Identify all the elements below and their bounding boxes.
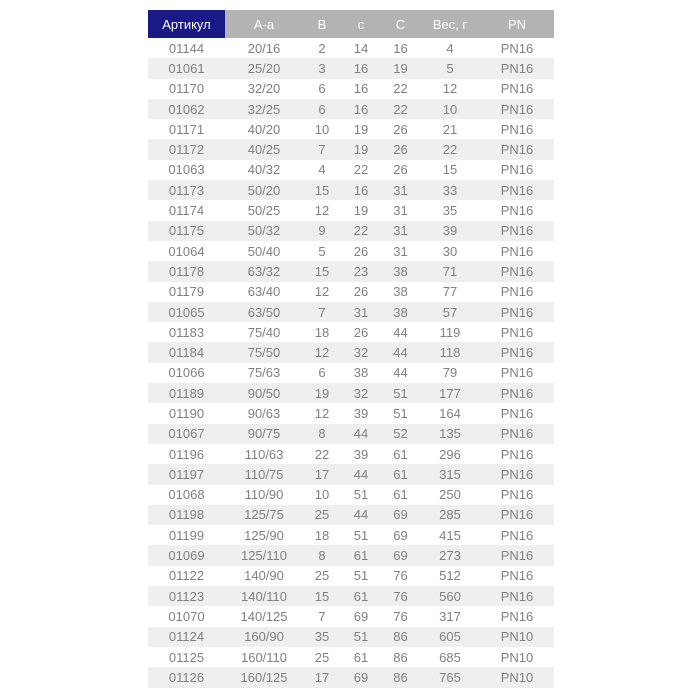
cell-artikul: 01122: [148, 566, 225, 586]
table-row: [148, 261, 554, 281]
cell-pn: PN16: [480, 363, 554, 383]
cell-artikul: 01125: [148, 647, 225, 667]
table-row: [148, 667, 554, 687]
cell-c-upper: 69: [381, 525, 420, 545]
cell-b-upper: 35: [303, 627, 341, 647]
cell-c-upper: 22: [381, 99, 420, 119]
cell-artikul: 01183: [148, 322, 225, 342]
cell-b-upper: 25: [303, 566, 341, 586]
cell-pn: PN16: [480, 485, 554, 505]
cell-weight-g: 57: [420, 302, 480, 322]
cell-weight-g: 12: [420, 79, 480, 99]
cell-c-upper: 38: [381, 302, 420, 322]
table-row: [148, 363, 554, 383]
cell-c-upper: 86: [381, 647, 420, 667]
cell-pn: PN16: [480, 586, 554, 606]
table-row: [148, 505, 554, 525]
cell-a-a: 25/20: [225, 58, 303, 78]
cell-weight-g: 33: [420, 180, 480, 200]
table-row: [148, 545, 554, 565]
cell-b-upper: 7: [303, 139, 341, 159]
cell-weight-g: 512: [420, 566, 480, 586]
cell-weight-g: 5: [420, 58, 480, 78]
table-row: [148, 606, 554, 626]
cell-pn: PN16: [480, 79, 554, 99]
cell-a-a: 125/75: [225, 505, 303, 525]
cell-a-a: 63/40: [225, 282, 303, 302]
table-row: [148, 139, 554, 159]
spec-table-container: [148, 10, 554, 688]
cell-pn: PN16: [480, 383, 554, 403]
cell-c-lower: 26: [341, 241, 381, 261]
cell-b-upper: 4: [303, 160, 341, 180]
table-row: [148, 79, 554, 99]
cell-c-upper: 69: [381, 505, 420, 525]
cell-c-upper: 44: [381, 363, 420, 383]
cell-b-upper: 10: [303, 119, 341, 139]
cell-pn: PN16: [480, 566, 554, 586]
cell-pn: PN16: [480, 241, 554, 261]
cell-b-upper: 18: [303, 322, 341, 342]
cell-weight-g: 118: [420, 342, 480, 362]
cell-c-lower: 19: [341, 200, 381, 220]
cell-c-upper: 31: [381, 241, 420, 261]
table-row: [148, 566, 554, 586]
table-row: [148, 160, 554, 180]
cell-weight-g: 296: [420, 444, 480, 464]
cell-b-upper: 15: [303, 261, 341, 281]
cell-artikul: 01123: [148, 586, 225, 606]
cell-pn: PN16: [480, 261, 554, 281]
column-header-weight-g: Вес, г: [420, 10, 480, 38]
cell-a-a: 90/75: [225, 424, 303, 444]
cell-weight-g: 560: [420, 586, 480, 606]
cell-pn: PN16: [480, 464, 554, 484]
cell-weight-g: 30: [420, 241, 480, 261]
cell-c-lower: 16: [341, 79, 381, 99]
cell-b-upper: 12: [303, 200, 341, 220]
cell-weight-g: 317: [420, 606, 480, 626]
table-row: [148, 485, 554, 505]
cell-artikul: 01179: [148, 282, 225, 302]
cell-b-upper: 10: [303, 485, 341, 505]
cell-artikul: 01197: [148, 464, 225, 484]
cell-pn: PN16: [480, 119, 554, 139]
cell-artikul: 01069: [148, 545, 225, 565]
cell-b-upper: 17: [303, 667, 341, 687]
table-row: [148, 464, 554, 484]
cell-b-upper: 2: [303, 38, 341, 58]
cell-weight-g: 415: [420, 525, 480, 545]
cell-c-lower: 16: [341, 99, 381, 119]
cell-a-a: 140/125: [225, 606, 303, 626]
table-row: [148, 322, 554, 342]
cell-c-upper: 26: [381, 160, 420, 180]
cell-c-lower: 32: [341, 383, 381, 403]
column-header-c-lower: с: [341, 10, 381, 38]
cell-a-a: 32/20: [225, 79, 303, 99]
table-row: [148, 180, 554, 200]
cell-artikul: 01178: [148, 261, 225, 281]
cell-c-lower: 61: [341, 586, 381, 606]
cell-artikul: 01064: [148, 241, 225, 261]
cell-b-upper: 15: [303, 586, 341, 606]
cell-artikul: 01062: [148, 99, 225, 119]
cell-weight-g: 250: [420, 485, 480, 505]
cell-c-lower: 14: [341, 38, 381, 58]
table-row: [148, 627, 554, 647]
cell-c-upper: 61: [381, 464, 420, 484]
cell-a-a: 160/125: [225, 667, 303, 687]
cell-artikul: 01067: [148, 424, 225, 444]
table-row: [148, 282, 554, 302]
cell-c-lower: 19: [341, 139, 381, 159]
table-row: [148, 525, 554, 545]
cell-artikul: 01124: [148, 627, 225, 647]
cell-a-a: 50/25: [225, 200, 303, 220]
cell-pn: PN16: [480, 99, 554, 119]
column-header-artikul: Артикул: [148, 10, 225, 38]
cell-b-upper: 8: [303, 424, 341, 444]
cell-artikul: 01173: [148, 180, 225, 200]
cell-c-upper: 76: [381, 606, 420, 626]
cell-a-a: 75/40: [225, 322, 303, 342]
cell-c-upper: 16: [381, 38, 420, 58]
cell-a-a: 110/63: [225, 444, 303, 464]
cell-weight-g: 4: [420, 38, 480, 58]
cell-weight-g: 79: [420, 363, 480, 383]
cell-weight-g: 15: [420, 160, 480, 180]
cell-c-upper: 22: [381, 79, 420, 99]
cell-a-a: 160/110: [225, 647, 303, 667]
table-row: [148, 99, 554, 119]
cell-a-a: 90/50: [225, 383, 303, 403]
cell-a-a: 160/90: [225, 627, 303, 647]
cell-c-upper: 26: [381, 119, 420, 139]
cell-c-upper: 52: [381, 424, 420, 444]
cell-c-upper: 51: [381, 383, 420, 403]
cell-artikul: 01184: [148, 342, 225, 362]
cell-c-lower: 39: [341, 444, 381, 464]
cell-b-upper: 6: [303, 99, 341, 119]
cell-a-a: 125/90: [225, 525, 303, 545]
cell-c-upper: 76: [381, 566, 420, 586]
cell-a-a: 75/50: [225, 342, 303, 362]
table-row: [148, 647, 554, 667]
table-row: [148, 241, 554, 261]
cell-a-a: 50/40: [225, 241, 303, 261]
cell-a-a: 40/20: [225, 119, 303, 139]
cell-weight-g: 135: [420, 424, 480, 444]
table-row: [148, 424, 554, 444]
cell-pn: PN16: [480, 38, 554, 58]
cell-weight-g: 77: [420, 282, 480, 302]
cell-c-lower: 51: [341, 525, 381, 545]
cell-artikul: 01066: [148, 363, 225, 383]
cell-artikul: 01068: [148, 485, 225, 505]
cell-c-lower: 16: [341, 180, 381, 200]
cell-artikul: 01126: [148, 667, 225, 687]
cell-b-upper: 25: [303, 505, 341, 525]
cell-pn: PN16: [480, 525, 554, 545]
cell-artikul: 01189: [148, 383, 225, 403]
cell-b-upper: 7: [303, 606, 341, 626]
cell-c-upper: 19: [381, 58, 420, 78]
cell-c-lower: 23: [341, 261, 381, 281]
cell-weight-g: 285: [420, 505, 480, 525]
cell-b-upper: 22: [303, 444, 341, 464]
cell-c-lower: 39: [341, 403, 381, 423]
cell-weight-g: 164: [420, 403, 480, 423]
cell-weight-g: 177: [420, 383, 480, 403]
cell-b-upper: 8: [303, 545, 341, 565]
cell-b-upper: 3: [303, 58, 341, 78]
cell-c-upper: 69: [381, 545, 420, 565]
table-row: [148, 221, 554, 241]
cell-b-upper: 12: [303, 403, 341, 423]
cell-weight-g: 22: [420, 139, 480, 159]
cell-a-a: 50/32: [225, 221, 303, 241]
cell-a-a: 32/25: [225, 99, 303, 119]
cell-weight-g: 315: [420, 464, 480, 484]
cell-a-a: 40/25: [225, 139, 303, 159]
cell-a-a: 63/50: [225, 302, 303, 322]
cell-c-lower: 19: [341, 119, 381, 139]
cell-c-lower: 32: [341, 342, 381, 362]
cell-artikul: 01199: [148, 525, 225, 545]
table-row: [148, 58, 554, 78]
cell-c-lower: 31: [341, 302, 381, 322]
table-row: [148, 119, 554, 139]
column-header-pn: PN: [480, 10, 554, 38]
cell-pn: PN16: [480, 200, 554, 220]
table-row: [148, 586, 554, 606]
cell-c-lower: 69: [341, 606, 381, 626]
cell-pn: PN16: [480, 139, 554, 159]
cell-c-upper: 61: [381, 444, 420, 464]
cell-artikul: 01170: [148, 79, 225, 99]
table-row: [148, 302, 554, 322]
cell-c-lower: 22: [341, 221, 381, 241]
cell-a-a: 125/110: [225, 545, 303, 565]
cell-c-lower: 51: [341, 566, 381, 586]
cell-c-lower: 38: [341, 363, 381, 383]
cell-a-a: 90/63: [225, 403, 303, 423]
cell-c-upper: 76: [381, 586, 420, 606]
cell-b-upper: 9: [303, 221, 341, 241]
cell-pn: PN16: [480, 505, 554, 525]
cell-c-upper: 44: [381, 322, 420, 342]
column-header-b-upper: В: [303, 10, 341, 38]
cell-pn: PN16: [480, 444, 554, 464]
cell-pn: PN16: [480, 424, 554, 444]
table-row: [148, 444, 554, 464]
cell-c-lower: 16: [341, 58, 381, 78]
cell-b-upper: 6: [303, 363, 341, 383]
cell-weight-g: 765: [420, 667, 480, 687]
cell-pn: PN16: [480, 282, 554, 302]
cell-pn: PN16: [480, 302, 554, 322]
cell-a-a: 40/32: [225, 160, 303, 180]
cell-c-lower: 44: [341, 464, 381, 484]
cell-b-upper: 19: [303, 383, 341, 403]
cell-artikul: 01063: [148, 160, 225, 180]
table-row: [148, 342, 554, 362]
cell-b-upper: 15: [303, 180, 341, 200]
table-header: [148, 10, 554, 38]
cell-pn: PN16: [480, 545, 554, 565]
cell-artikul: 01196: [148, 444, 225, 464]
cell-c-upper: 38: [381, 261, 420, 281]
cell-b-upper: 12: [303, 342, 341, 362]
table-body: [148, 38, 554, 688]
cell-b-upper: 25: [303, 647, 341, 667]
cell-artikul: 01061: [148, 58, 225, 78]
cell-c-lower: 26: [341, 282, 381, 302]
header-row: [148, 10, 554, 38]
column-header-a-a: А-а: [225, 10, 303, 38]
cell-a-a: 20/16: [225, 38, 303, 58]
cell-b-upper: 12: [303, 282, 341, 302]
cell-weight-g: 71: [420, 261, 480, 281]
cell-a-a: 50/20: [225, 180, 303, 200]
cell-a-a: 63/32: [225, 261, 303, 281]
cell-c-lower: 69: [341, 667, 381, 687]
cell-weight-g: 10: [420, 99, 480, 119]
cell-pn: PN16: [480, 342, 554, 362]
cell-artikul: 01070: [148, 606, 225, 626]
column-header-c-upper: С: [381, 10, 420, 38]
table-row: [148, 38, 554, 58]
cell-c-upper: 26: [381, 139, 420, 159]
cell-c-upper: 31: [381, 221, 420, 241]
spec-table: [148, 10, 554, 688]
cell-pn: PN10: [480, 667, 554, 687]
table-row: [148, 200, 554, 220]
cell-b-upper: 6: [303, 79, 341, 99]
cell-pn: PN10: [480, 627, 554, 647]
cell-b-upper: 18: [303, 525, 341, 545]
cell-weight-g: 21: [420, 119, 480, 139]
cell-pn: PN16: [480, 221, 554, 241]
cell-artikul: 01174: [148, 200, 225, 220]
cell-artikul: 01171: [148, 119, 225, 139]
cell-weight-g: 119: [420, 322, 480, 342]
cell-a-a: 140/90: [225, 566, 303, 586]
cell-b-upper: 7: [303, 302, 341, 322]
cell-c-lower: 44: [341, 424, 381, 444]
cell-c-upper: 86: [381, 667, 420, 687]
cell-artikul: 01198: [148, 505, 225, 525]
cell-b-upper: 5: [303, 241, 341, 261]
cell-c-upper: 31: [381, 180, 420, 200]
cell-artikul: 01190: [148, 403, 225, 423]
cell-c-lower: 51: [341, 627, 381, 647]
cell-artikul: 01175: [148, 221, 225, 241]
cell-pn: PN16: [480, 160, 554, 180]
cell-c-upper: 86: [381, 627, 420, 647]
cell-c-upper: 44: [381, 342, 420, 362]
cell-pn: PN10: [480, 647, 554, 667]
cell-c-upper: 38: [381, 282, 420, 302]
cell-a-a: 140/110: [225, 586, 303, 606]
cell-a-a: 110/90: [225, 485, 303, 505]
cell-weight-g: 605: [420, 627, 480, 647]
cell-a-a: 110/75: [225, 464, 303, 484]
cell-artikul: 01144: [148, 38, 225, 58]
cell-weight-g: 273: [420, 545, 480, 565]
table-row: [148, 403, 554, 423]
cell-a-a: 75/63: [225, 363, 303, 383]
cell-c-upper: 51: [381, 403, 420, 423]
cell-weight-g: 35: [420, 200, 480, 220]
cell-c-lower: 22: [341, 160, 381, 180]
cell-b-upper: 17: [303, 464, 341, 484]
table-row: [148, 383, 554, 403]
cell-c-lower: 61: [341, 545, 381, 565]
cell-artikul: 01172: [148, 139, 225, 159]
cell-pn: PN16: [480, 58, 554, 78]
cell-c-lower: 51: [341, 485, 381, 505]
cell-weight-g: 39: [420, 221, 480, 241]
cell-weight-g: 685: [420, 647, 480, 667]
cell-pn: PN16: [480, 606, 554, 626]
cell-c-lower: 44: [341, 505, 381, 525]
cell-c-upper: 61: [381, 485, 420, 505]
cell-pn: PN16: [480, 180, 554, 200]
cell-artikul: 01065: [148, 302, 225, 322]
cell-c-upper: 31: [381, 200, 420, 220]
cell-c-lower: 61: [341, 647, 381, 667]
cell-c-lower: 26: [341, 322, 381, 342]
cell-pn: PN16: [480, 322, 554, 342]
cell-pn: PN16: [480, 403, 554, 423]
